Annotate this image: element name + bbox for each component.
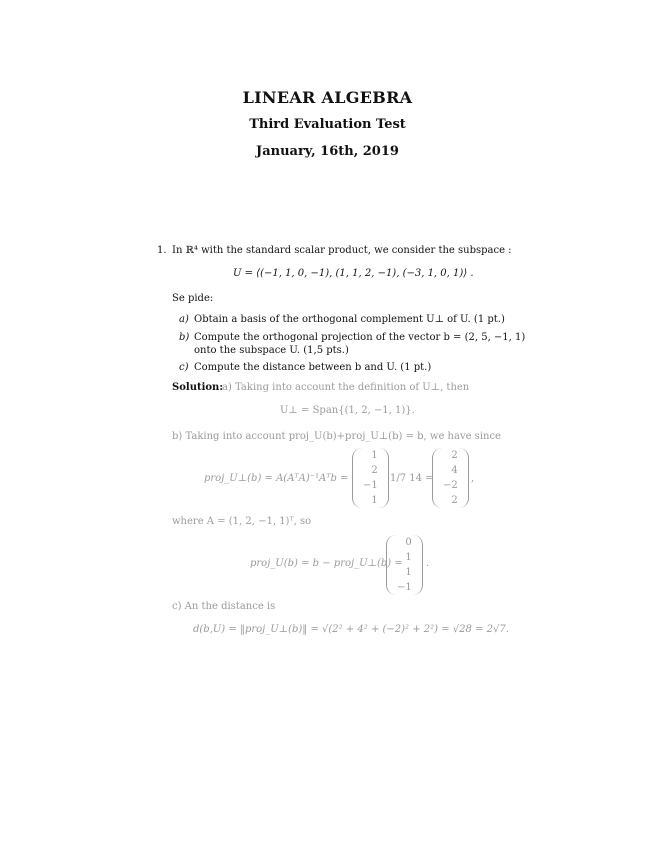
part-b-text: Compute the orthogonal projection of the vector b = (2, 5, −1, 1) — [194, 332, 526, 343]
vector1-entry: 2 — [371, 465, 378, 476]
vector3-entry: 1 — [405, 567, 412, 578]
vector3-entry: −1 — [397, 582, 412, 593]
vector2-entry: −2 — [443, 480, 458, 491]
vector1-entry: 1 — [371, 450, 378, 461]
matrix-vector-1 — [352, 448, 389, 508]
vector2-entry: 2 — [451, 495, 458, 506]
page-subtitle: Third Evaluation Test — [249, 117, 406, 132]
solution-a-text: a) Taking into account the definition of U⊥, then — [222, 382, 470, 393]
problem-number: 1. — [157, 245, 167, 256]
part-a-text: Obtain a basis of the orthogonal complement U⊥ of U. (1 pt.) — [194, 314, 505, 325]
solution-b-text: b) Taking into account proj_U(b)+proj_U⊥(b) = b, we have since — [172, 431, 501, 442]
vector3-entry: 1 — [405, 552, 412, 563]
solution-b-where: where A = (1, 2, −1, 1)ᵀ, so — [172, 516, 312, 527]
part-c-label: c) — [179, 362, 189, 373]
matrix-vector-2 — [432, 448, 469, 508]
solution-c-text: c) An the distance is — [172, 601, 276, 612]
vector3-entry: 0 — [405, 537, 412, 548]
solution-heading: Solution: — [172, 382, 224, 393]
subspace-equation: U = ⟨(−1, 1, 0, −1), (1, 1, 2, −1), (−3, 1, 0, 1)⟩ . — [233, 268, 474, 279]
vector2-entry: 2 — [451, 450, 458, 461]
part-a-label: a) — [179, 314, 189, 325]
matrix-vector-3 — [386, 535, 423, 595]
se-pide-label: Se pide: — [172, 293, 214, 304]
part-b-text-cont: onto the subspace U. (1,5 pts.) — [194, 345, 349, 356]
part-b-label: b) — [179, 332, 190, 343]
comma-separator: , — [471, 473, 475, 484]
problem-statement: In ℝ⁴ with the standard scalar product, we consider the subspace : — [172, 245, 512, 256]
vector1-entry: 1 — [371, 495, 378, 506]
exam-date: January, 16th, 2019 — [256, 144, 399, 159]
fraction-scalar: 1/7 14 = — [390, 473, 434, 484]
vector2-entry: 4 — [451, 465, 458, 476]
projection-equation-lhs: proj_U⊥(b) = A(AᵀA)⁻¹Aᵀb = — [204, 473, 349, 484]
period-separator: . — [426, 558, 430, 569]
distance-equation: d(b,U) = ‖proj_U⊥(b)‖ = √(2² + 4² + (−2)² + 2²) = √28 = 2√7. — [193, 624, 509, 635]
solution-a-equation: U⊥ = Span{(1, 2, −1, 1)}. — [280, 405, 415, 416]
vector1-entry: −1 — [363, 480, 378, 491]
part-c-text: Compute the distance between b and U. (1 pt.) — [194, 362, 432, 373]
projection-u-equation-lhs: proj_U(b) = b − proj_U⊥(b) = — [250, 558, 403, 569]
page-title: LINEAR ALGEBRA — [242, 88, 413, 107]
